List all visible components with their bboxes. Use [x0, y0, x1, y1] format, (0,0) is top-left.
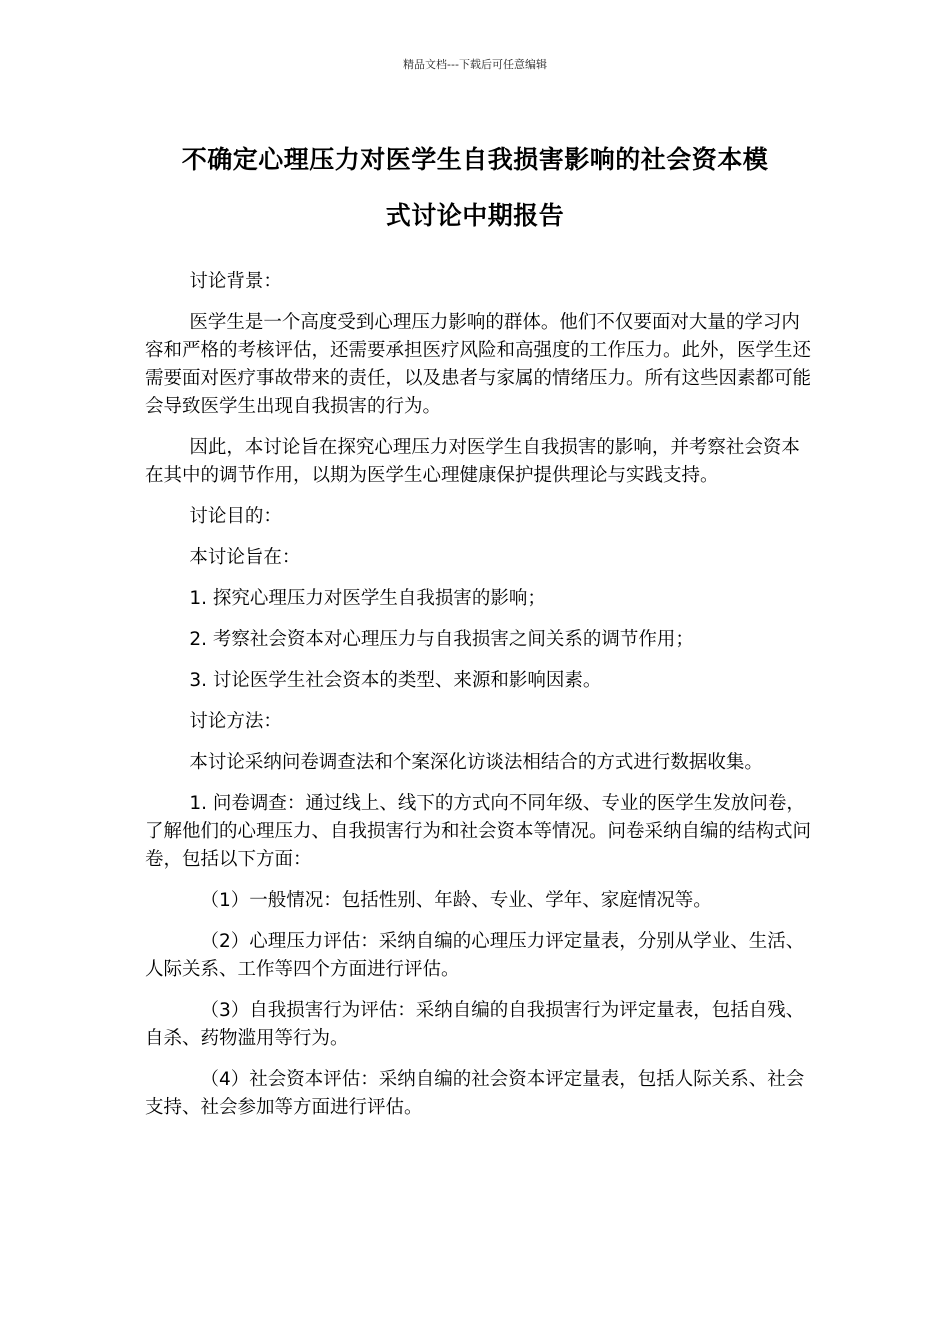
list-item-purpose-2: 2. 考察社会资本对心理压力与自我损害之间关系的调节作用； — [189, 629, 694, 650]
paragraph-purpose-intro: 本讨论旨在： — [189, 547, 301, 568]
sub-item-general-info: （1）一般情况：包括性别、年龄、专业、学年、家庭情况等。 — [200, 890, 712, 911]
section-heading-purpose: 讨论目的： — [189, 506, 282, 527]
paragraph-background-2: 因此，本讨论旨在探究心理压力对医学生自我损害的影响，并考察社会资本在其中的调节作用，以期为医学生心理健康保护提供理论与实践支持。 — [145, 437, 800, 486]
page-header-note: 精品文档---下载后可任意编辑 — [403, 58, 547, 71]
section-heading-method: 讨论方法： — [189, 711, 282, 732]
document-title-line-1: 不确定心理压力对医学生自我损害影响的社会资本模 — [181, 145, 769, 174]
sub-item-social-capital-assessment: （4）社会资本评估：采纳自编的社会资本评定量表，包括人际关系、社会支持、社会参加等方面进行评估。 — [145, 1069, 805, 1118]
document-title-line-2: 式讨论中期报告 — [385, 201, 565, 230]
list-item-purpose-1: 1. 探究心理压力对医学生自我损害的影响； — [189, 588, 546, 609]
document-title — [140, 132, 810, 244]
document-body — [145, 268, 815, 1135]
sub-item-self-harm-assessment: （3）自我损害行为评估：采纳自编的自我损害行为评定量表，包括自残、自杀、药物滥用等行为。 — [145, 1000, 805, 1049]
paragraph-background-1: 医学生是一个高度受到心理压力影响的群体。他们不仅要面对大量的学习内容和严格的考核评估，还需要承担医疗风险和高强度的工作压力。此外，医学生还需要面对医疗事故带来的责任，以及患者与家属的情绪压力。所有这些因素都可能会导致医学生出现自我损害的行为。 — [145, 312, 812, 417]
paragraph-method-intro: 本讨论采纳问卷调查法和个案深化访谈法相结合的方式进行数据收集。 — [189, 752, 763, 773]
list-item-purpose-3: 3. 讨论医学生社会资本的类型、来源和影响因素。 — [189, 670, 602, 691]
list-item-method-questionnaire: 1. 问卷调查：通过线上、线下的方式向不同年级、专业的医学生发放问卷，了解他们的心理压力、自我损害行为和社会资本等情况。问卷采纳自编的结构式问卷，包括以下方面： — [145, 793, 812, 870]
sub-item-stress-assessment: （2）心理压力评估：采纳自编的心理压力评定量表，分别从学业、生活、人际关系、工作等四个方面进行评估。 — [145, 931, 805, 980]
section-heading-background: 讨论背景： — [189, 271, 282, 292]
